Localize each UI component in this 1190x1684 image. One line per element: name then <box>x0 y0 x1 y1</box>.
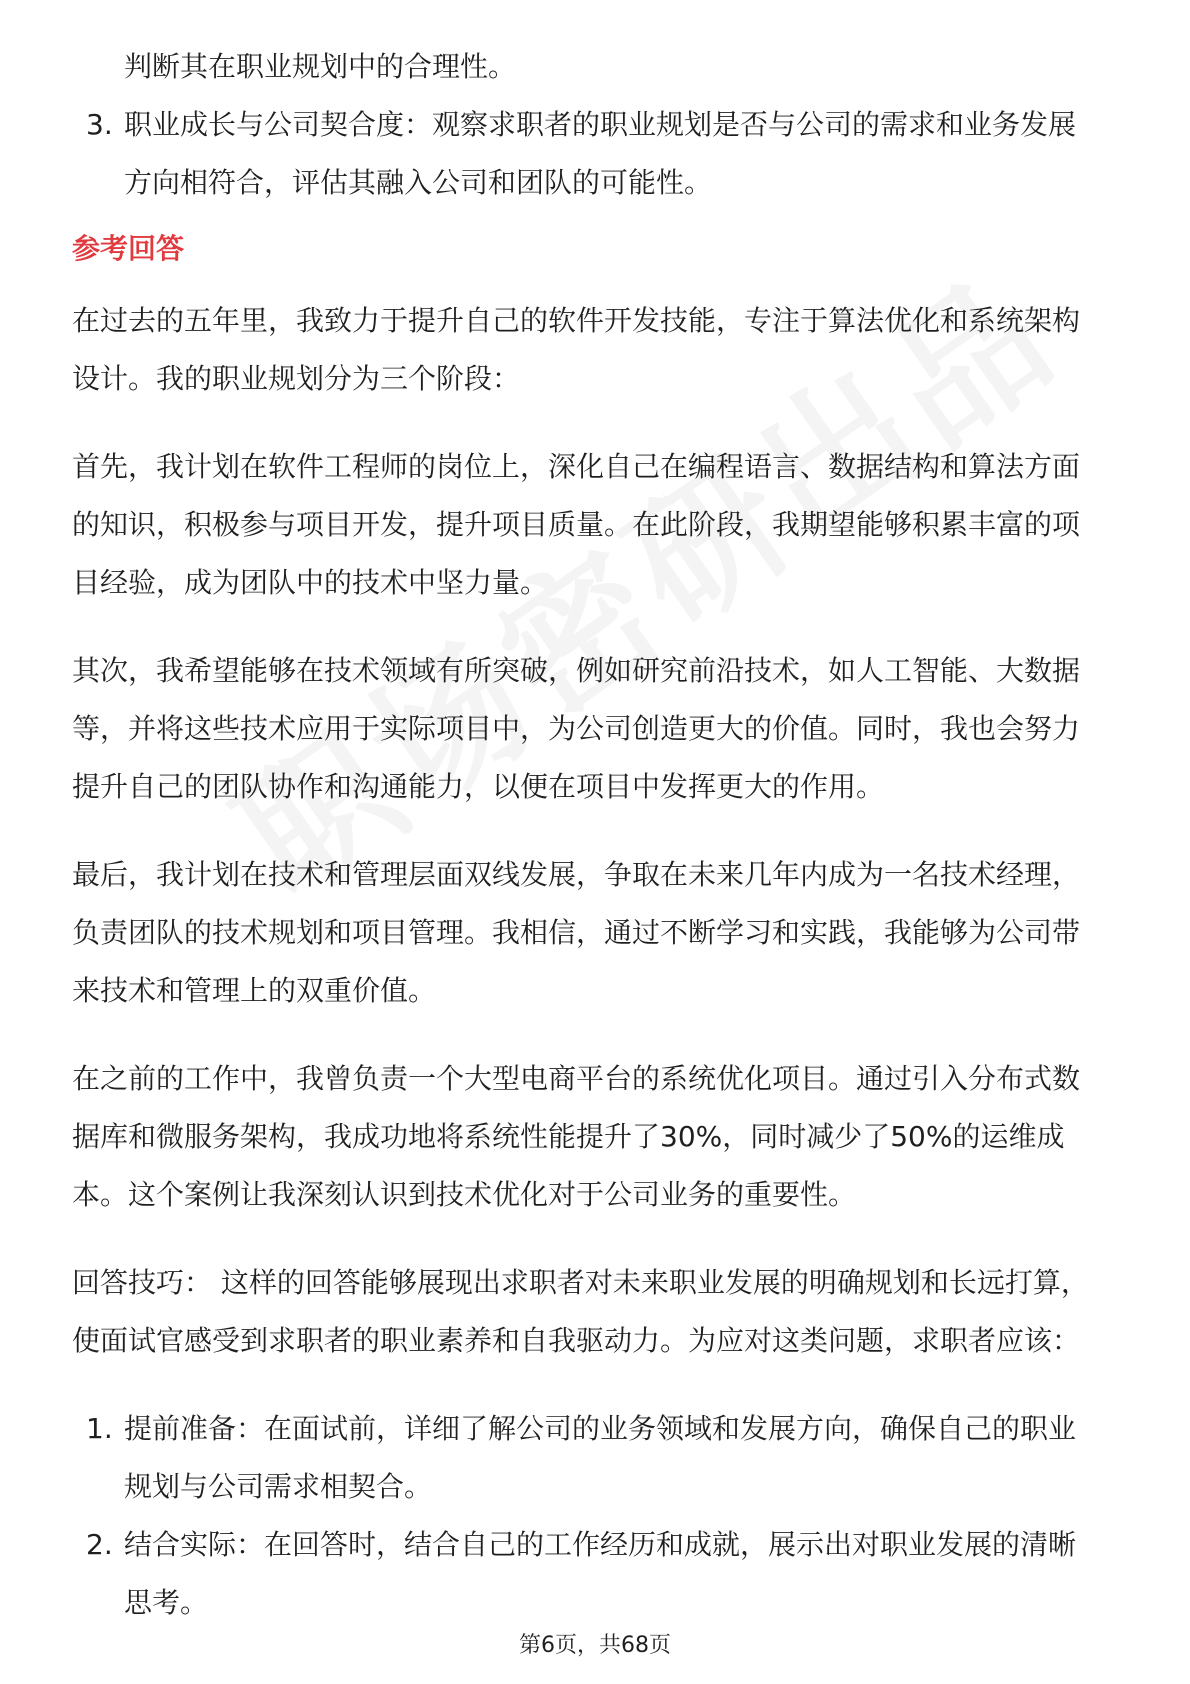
tips-list-item-2 <box>72 1516 1118 1632</box>
paragraph-4 <box>72 846 1118 1020</box>
paragraph-5 <box>72 1050 1118 1224</box>
list-number: 3. <box>86 108 113 141</box>
list-item-text-line: 判断其在职业规划中的合理性。 <box>124 50 517 83</box>
list-item-text-line: 结合实际：在回答时，结合自己的工作经历和成就，展示出对职业发展的清晰 <box>124 1528 1077 1561</box>
list-item-text-line: 提前准备：在面试前，详细了解公司的业务领域和发展方向，确保自己的职业 <box>124 1412 1077 1445</box>
list-number: 2. <box>86 1528 113 1561</box>
page-content <box>72 38 1118 1632</box>
paragraph-line: 回答技巧： 这样的回答能够展现出求职者对未来职业发展的明确规划和长远打算， <box>72 1266 1089 1299</box>
paragraph-line: 的知识，积极参与项目开发，提升项目质量。在此阶段，我期望能够积累丰富的项 <box>72 508 1081 541</box>
paragraph-line: 提升自己的团队协作和沟通能力，以便在项目中发挥更大的作用。 <box>72 770 885 803</box>
paragraph-line: 设计。我的职业规划分为三个阶段： <box>72 362 521 395</box>
paragraph-line: 首先，我计划在软件工程师的岗位上，深化自己在编程语言、数据结构和算法方面 <box>72 450 1081 483</box>
paragraph-line: 其次，我希望能够在技术领域有所突破，例如研究前沿技术，如人工智能、大数据 <box>72 654 1081 687</box>
paragraph-line: 据库和微服务架构，我成功地将系统性能提升了30%，同时减少了50%的运维成 <box>72 1120 1065 1153</box>
paragraph-line: 使面试官感受到求职者的职业素养和自我驱动力。为应对这类问题，求职者应该： <box>72 1324 1081 1357</box>
paragraph-1 <box>72 292 1118 408</box>
list-number: 1. <box>86 1412 113 1445</box>
paragraph-line: 本。这个案例让我深刻认识到技术优化对于公司业务的重要性。 <box>72 1178 857 1211</box>
paragraph-line: 等，并将这些技术应用于实际项目中，为公司创造更大的价值。同时，我也会努力 <box>72 712 1081 745</box>
paragraph-2 <box>72 438 1118 612</box>
page-number-footer: 第6页，共68页 <box>519 1633 671 1658</box>
paragraph-3 <box>72 642 1118 816</box>
tips-list-item-1 <box>72 1400 1118 1516</box>
list-item-text-line: 职业成长与公司契合度：观察求职者的职业规划是否与公司的需求和业务发展 <box>124 108 1077 141</box>
paragraph-line: 在之前的工作中，我曾负责一个大型电商平台的系统优化项目。通过引入分布式数 <box>72 1062 1081 1095</box>
paragraph-line: 在过去的五年里，我致力于提升自己的软件开发技能，专注于算法优化和系统架构 <box>72 304 1081 337</box>
section-heading: 参考回答 <box>72 232 185 265</box>
list-item-continuation <box>72 38 1118 96</box>
paragraph-6 <box>72 1254 1118 1370</box>
paragraph-line: 目经验，成为团队中的技术中坚力量。 <box>72 566 549 599</box>
list-item-text-line: 规划与公司需求相契合。 <box>124 1470 433 1503</box>
list-item-text-line: 方向相符合，评估其融入公司和团队的可能性。 <box>124 166 713 199</box>
list-item-3 <box>72 96 1118 212</box>
paragraph-line: 来技术和管理上的双重价值。 <box>72 974 437 1007</box>
paragraph-line: 负责团队的技术规划和项目管理。我相信，通过不断学习和实践，我能够为公司带 <box>72 916 1081 949</box>
paragraph-line: 最后，我计划在技术和管理层面双线发展，争取在未来几年内成为一名技术经理， <box>72 858 1081 891</box>
list-item-text-line: 思考。 <box>124 1586 209 1619</box>
